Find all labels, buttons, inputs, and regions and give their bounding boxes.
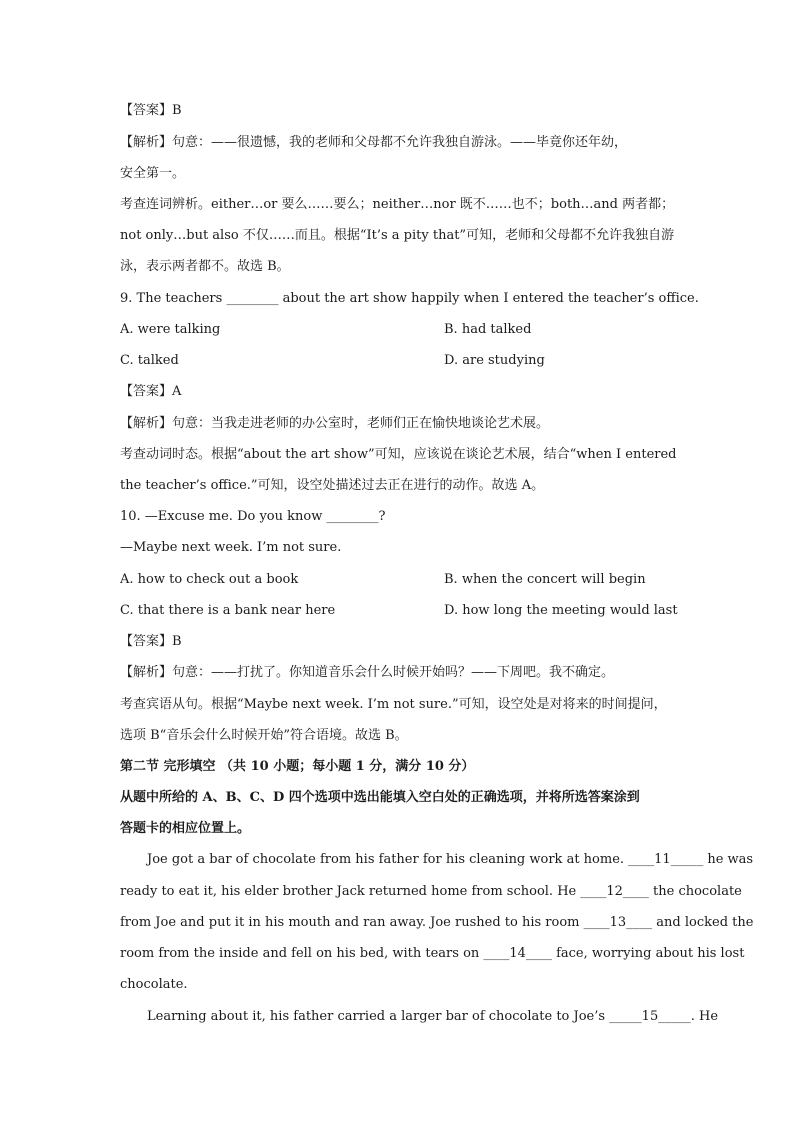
q9-analysis: the teacher’s office.”可知，设空处描述过去正在进行的动作。故选 A。 <box>120 478 545 493</box>
passage-line: ready to eat it, his elder brother Jack returned home from school. He ____12____ the chocolate <box>120 884 742 899</box>
q9-option-c: C. talked <box>120 353 179 368</box>
q10-option-a: A. how to check out a book <box>120 572 299 587</box>
q10-stem: 10. —Excuse me. Do you know ________? <box>120 509 386 524</box>
q10-analysis: 选项 B“音乐会什么时候开始”符合语境。故选 B。 <box>120 728 408 743</box>
q8-analysis: 泳，表示两者都不。故选 B。 <box>120 259 290 274</box>
q9-answer: 【答案】A <box>120 384 182 399</box>
q9-option-b: B. had talked <box>444 322 532 337</box>
q10-analysis: 【解析】句意：——打扰了。你知道音乐会什么时候开始吗？——下周吧。我不确定。 <box>120 665 615 680</box>
q9-option-a: A. were talking <box>120 322 221 337</box>
q10-option-d: D. how long the meeting would last <box>444 603 678 618</box>
passage-line: room from the inside and fell on his bed, with tears on ____14____ face, worrying about his lost <box>120 946 745 961</box>
passage-line: chocolate. <box>120 977 188 992</box>
passage-line: from Joe and put it in his mouth and ran away. Joe rushed to his room ____13____ and locked the <box>120 915 754 930</box>
q10-option-c: C. that there is a bank near here <box>120 603 336 618</box>
q10-answer: 【答案】B <box>120 634 182 649</box>
q9-option-d: D. are studying <box>444 353 545 368</box>
q8-answer: 【答案】B <box>120 103 182 118</box>
q8-analysis: 安全第一。 <box>120 166 186 181</box>
section-instruction: 答题卡的相应位置上。 <box>120 821 251 836</box>
q9-analysis: 考查动词时态。根据“about the art show”可知，应该说在谈论艺术展，结合“when I entered <box>120 447 677 462</box>
passage-line: Learning about it, his father carried a larger bar of chocolate to Joe’s _____15_____. He <box>147 1009 719 1024</box>
q9-stem: 9. The teachers ________ about the art show happily when I entered the teacher’s office. <box>120 291 699 306</box>
q10-stem: —Maybe next week. I’m not sure. <box>120 540 342 555</box>
q10-option-b: B. when the concert will begin <box>444 572 646 587</box>
q8-analysis: not only…but also 不仅……而且。根据“It’s a pity that”可知，老师和父母都不允许我独自游 <box>120 228 675 243</box>
q9-analysis: 【解析】句意：当我走进老师的办公室时，老师们正在愉快地谈论艺术展。 <box>120 416 550 431</box>
q8-analysis: 【解析】句意：——很遗憾，我的老师和父母都不允许我独自游泳。——毕竟你还年幼， <box>120 135 628 150</box>
q10-analysis: 考查宾语从句。根据“Maybe next week. I’m not sure.”可知，设空处是对将来的时间提问， <box>120 697 667 712</box>
section-heading: 第二节 完形填空 （共 10 小题；每小题 1 分，满分 10 分） <box>120 759 475 774</box>
section-instruction: 从题中所给的 A、B、C、D 四个选项中选出能填入空白处的正确选项，并将所选答案涂到 <box>120 790 640 805</box>
q8-analysis: 考查连词辨析。either…or 要么……要么；neither…nor 既不……也不；both…and 两者都； <box>120 197 675 212</box>
passage-line: Joe got a bar of chocolate from his father for his cleaning work at home. ____11_____ he was <box>147 852 754 867</box>
